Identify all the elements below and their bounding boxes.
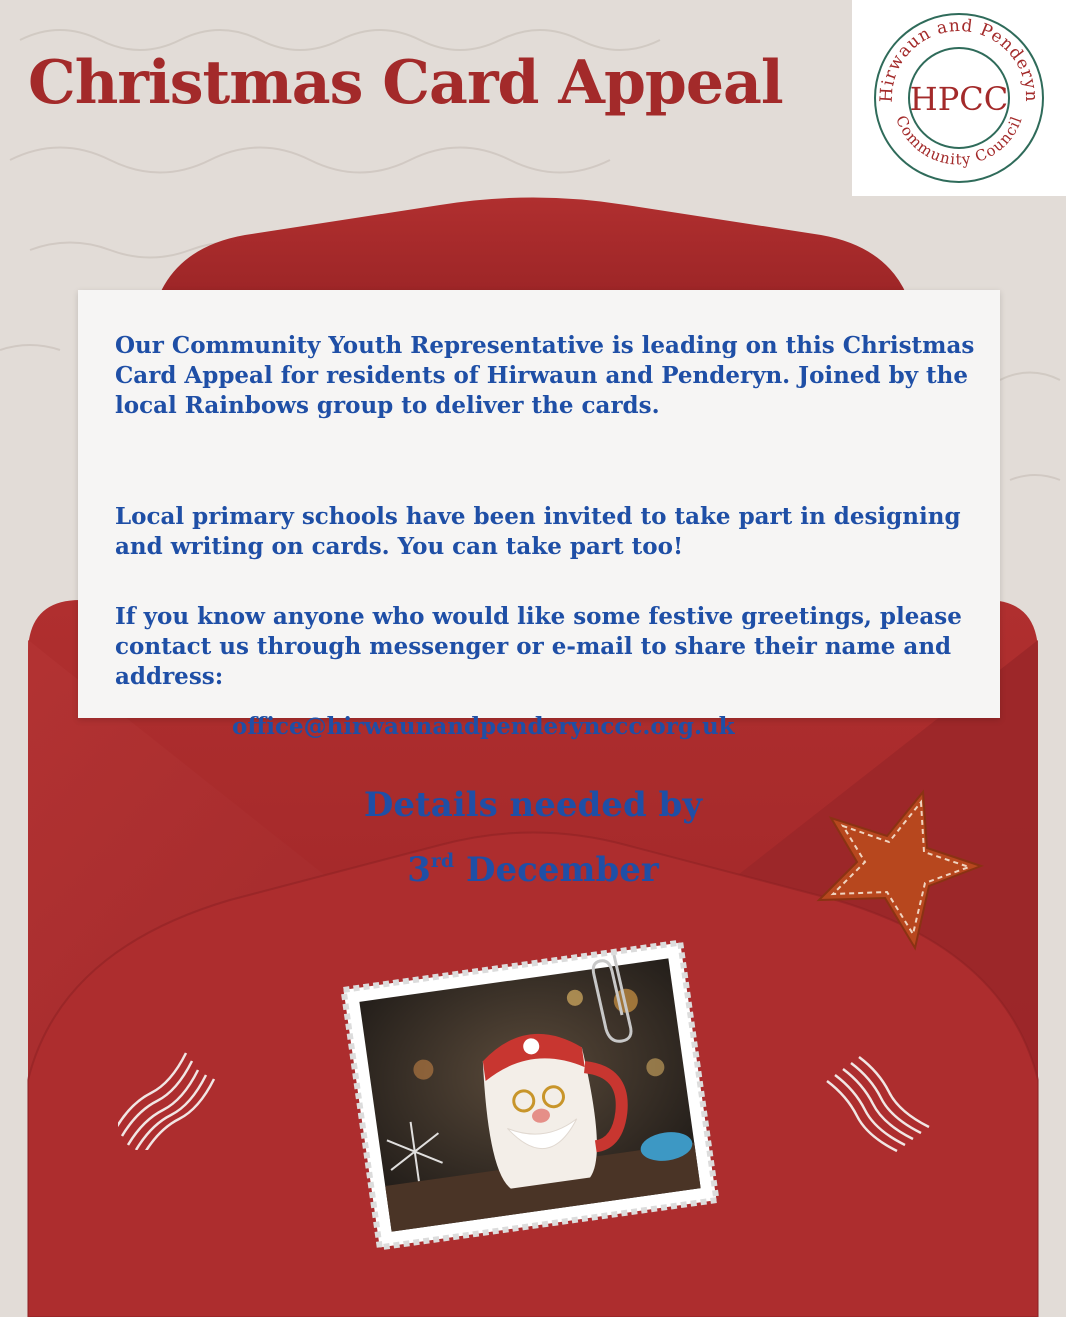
paragraph-intro: Our Community Youth Representative is leading on this Christmas Card Appeal for residents of Hirwaun and Penderyn. Joined by the local Rainbows group to deliver the cards.: [115, 332, 975, 419]
felt-star-icon: [805, 788, 985, 953]
paragraph-contact: If you know anyone who would like some festive greetings, please contact us through messenger or e-mail to share their name and address:: [115, 603, 962, 690]
deadline-line1: Details needed by: [363, 785, 703, 825]
postmark-lines-icon: [825, 1055, 935, 1155]
hpcc-initials: HPCC: [909, 80, 1009, 118]
svg-text:Hirwaun and Penderyn: Hirwaun and Penderyn: [876, 15, 1042, 103]
hpcc-logo: [852, 0, 1066, 196]
contact-email[interactable]: office@hirwaunandpenderynccc.org.uk: [232, 713, 735, 740]
santa-mug-stamp-photo: [338, 935, 722, 1255]
deadline-day: 3: [407, 850, 431, 890]
hpcc-seal-icon: [852, 0, 1066, 196]
svg-text:Community Council: Community Council: [891, 112, 1026, 169]
page-title: Christmas Card Appeal: [28, 48, 783, 118]
paragraph-schools: Local primary schools have been invited to take part in designing and writing on cards. You can take part too!: [115, 503, 961, 560]
deadline-suffix: rd: [430, 850, 455, 872]
deadline-month: December: [466, 850, 659, 890]
postmark-lines-icon: [118, 1050, 228, 1150]
